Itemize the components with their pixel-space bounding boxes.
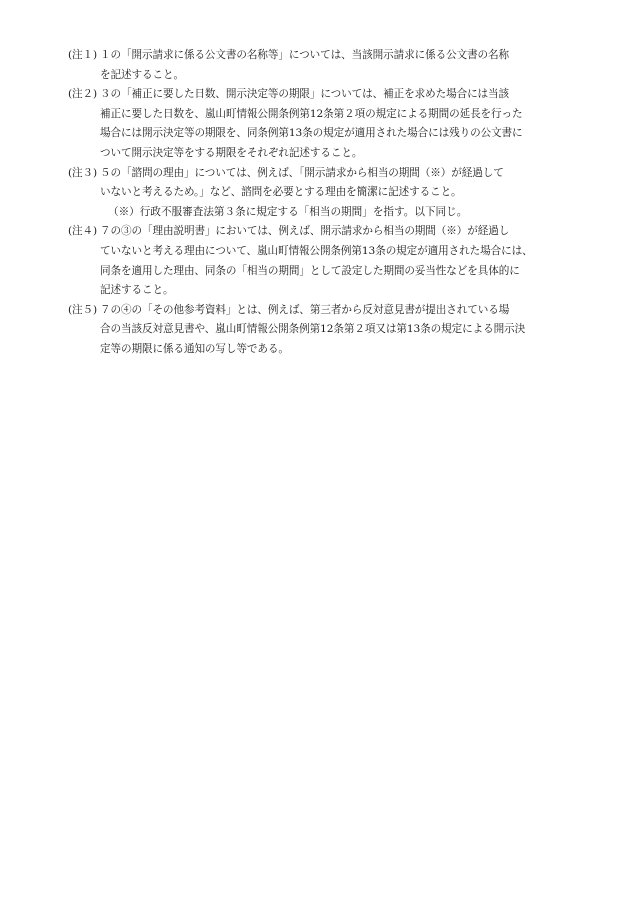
- note-label: (注５): [68, 303, 98, 316]
- note-line: を記述すること。: [100, 68, 184, 81]
- note-3-footnote: （※）行政不服審査法第３条に規定する「相当の期間」を指す。以下同じ。: [108, 205, 468, 218]
- note-label: (注２): [68, 88, 98, 101]
- note-line: 補正に要した日数を、嵐山町情報公開条例第12条第２項の規定による期間の延長を行った: [100, 107, 523, 120]
- note-line: 合の当該反対意見書や、嵐山町情報公開条例第12条第２項又は第13条の規定による開示決: [100, 323, 526, 336]
- note-line: いないと考えるため。」など、諮問を必要とする理由を簡潔に記述すること。: [100, 186, 462, 199]
- note-body: [100, 222, 588, 300]
- note-line: ３の「補正に要した日数、開示決定等の期限」については、補正を求めた場合には当該: [100, 88, 510, 101]
- note-body: [100, 46, 588, 85]
- note-body: [100, 301, 588, 360]
- note-line: ７の④の「その他参考資料」とは、例えば、第三者から反対意見書が提出されている場: [100, 303, 510, 316]
- note-line: 場合には開示決定等の期限を、同条例第13条の規定が適用された場合には残りの公文書に: [100, 127, 523, 140]
- note-label: (注１): [68, 49, 98, 61]
- note-2: [68, 85, 588, 163]
- notes-section: [68, 46, 588, 360]
- note-line: 同条を適用した理由、同条の「相当の期間」として設定した期間の妥当性などを具体的に: [100, 264, 520, 277]
- note-1: [68, 46, 588, 85]
- note-5: [68, 301, 588, 360]
- note-label: (注３): [68, 166, 98, 179]
- note-line: 記述すること。: [100, 284, 174, 297]
- note-line: ５の「諮問の理由」については、例えば、「開示請求から相当の期間（※）が経過して: [100, 166, 504, 179]
- note-label: (注４): [68, 225, 98, 238]
- note-3: [68, 164, 588, 203]
- note-line: ていないと考える理由について、嵐山町情報公開条例第13条の規定が適用された場合には、: [100, 244, 533, 257]
- note-line: １の「開示請求に係る公文書の名称等」については、当該開示請求に係る公文書の名称: [100, 49, 510, 61]
- note-body: [100, 164, 588, 203]
- note-4: [68, 222, 588, 300]
- note-line: 定等の期限に係る通知の写し等である。: [100, 342, 289, 355]
- note-body: [100, 85, 588, 163]
- note-line: ７の③の「理由説明書」においては、例えば、開示請求から相当の期間（※）が経過し: [100, 225, 510, 238]
- note-line: ついて開示決定等をする期限をそれぞれ記述すること。: [100, 146, 363, 159]
